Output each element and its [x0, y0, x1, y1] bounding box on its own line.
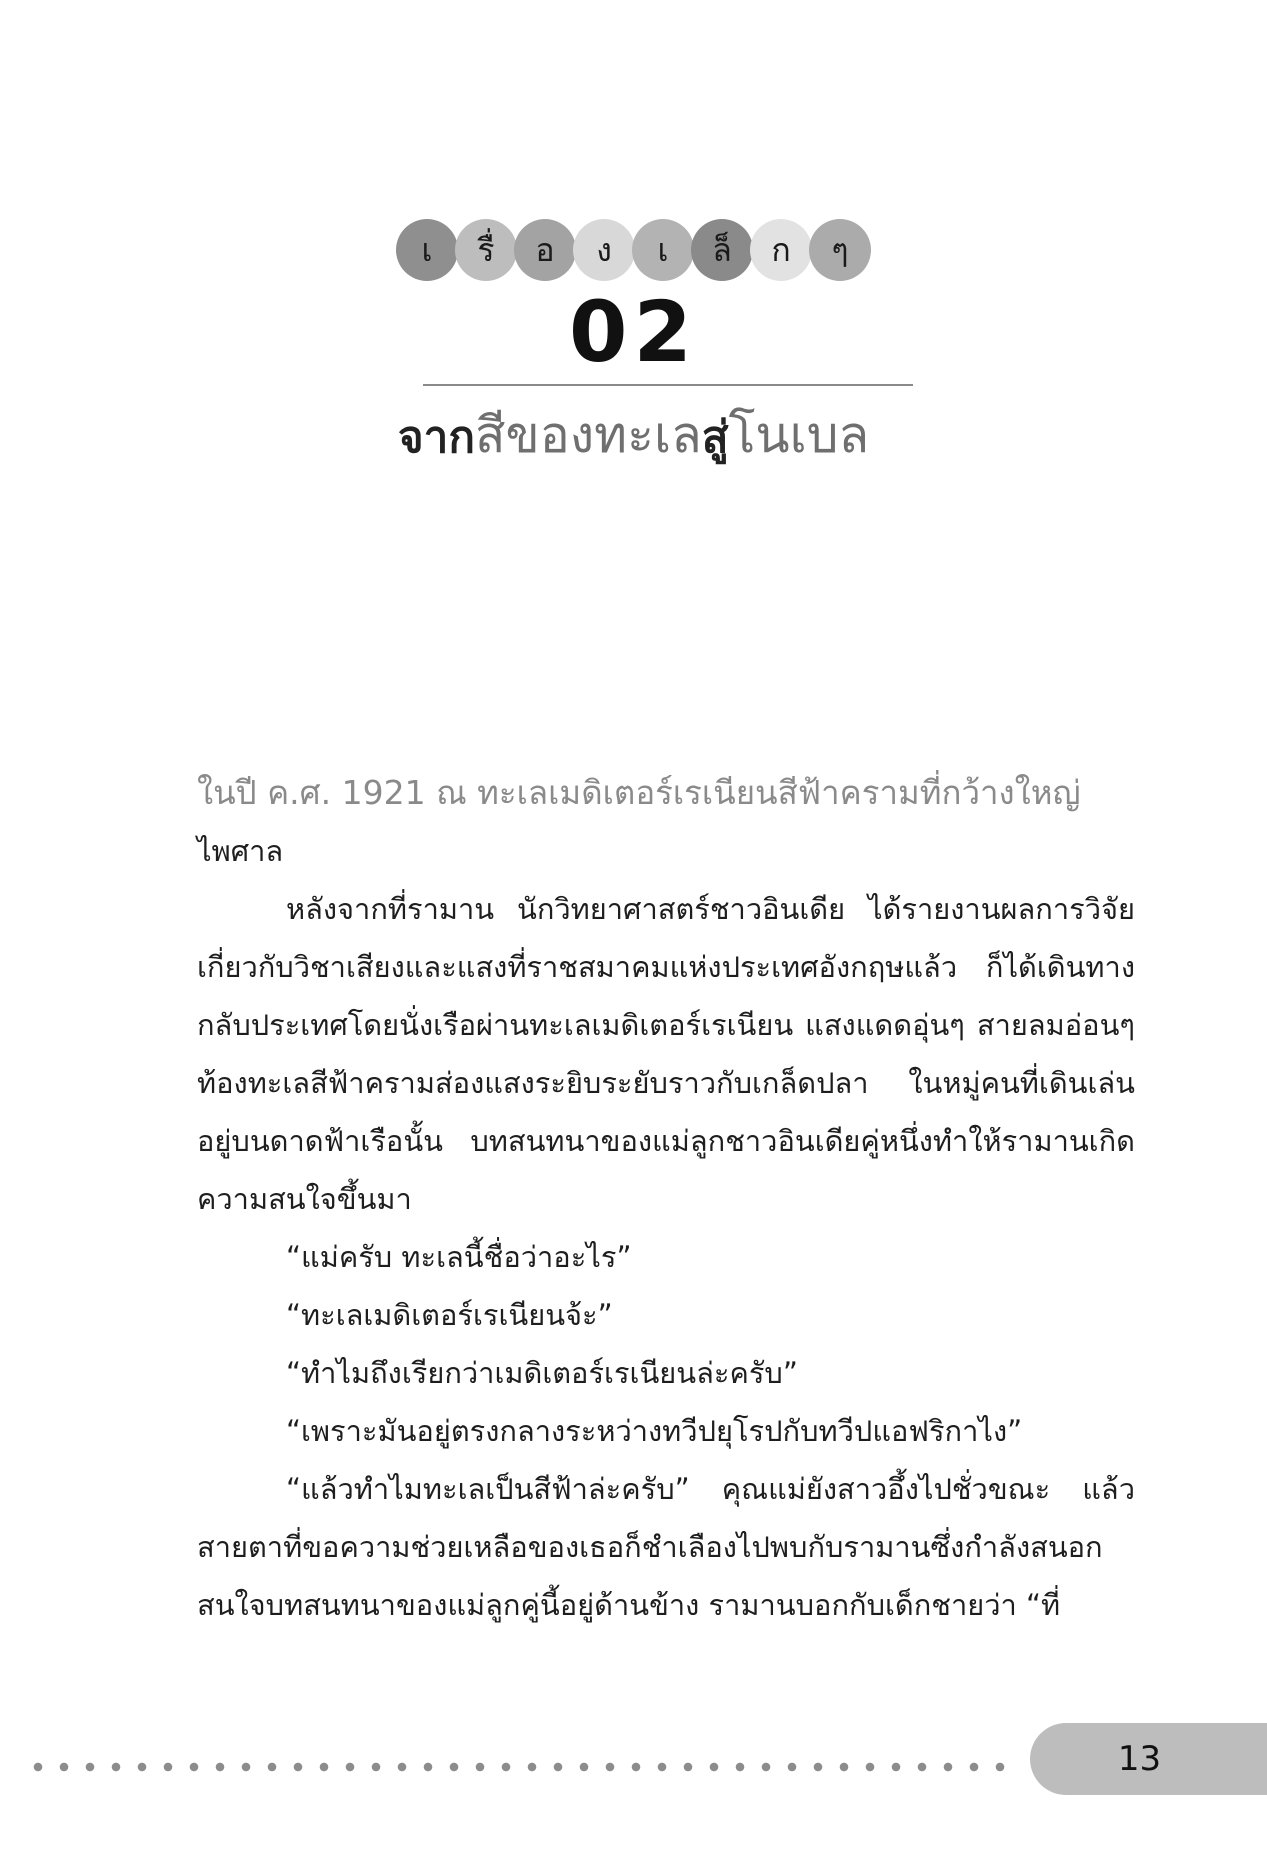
page-number-tab: [1030, 1723, 1267, 1795]
series-letter: เ: [421, 230, 433, 269]
lead-line: ในปี ค.ศ. 1921 ณ ทะเลเมดิเตอร์เรเนียนสีฟ้าครามที่กว้างใหญ่: [197, 773, 1081, 812]
chapter-number: 02: [569, 283, 698, 381]
dialogue-line: “ทำไมถึงเรียกว่าเมดิเตอร์เรเนียนล่ะครับ”: [286, 1356, 798, 1390]
series-letter-circle: [691, 219, 753, 281]
series-letter-circle: [809, 219, 871, 281]
series-letter: ๆ: [831, 230, 849, 269]
chapter-title-part: สู่: [701, 412, 729, 463]
chapter-title-part: สีของทะเล: [475, 406, 702, 464]
lead-continuation: ไพศาล: [197, 834, 284, 868]
series-letter: ก: [771, 230, 791, 269]
series-letter-circle: [455, 219, 517, 281]
series-label: [0, 219, 1267, 281]
series-letter-circle: [396, 219, 458, 281]
chapter-title-part: จาก: [397, 412, 476, 463]
series-letter: ง: [596, 230, 612, 269]
dialogue-line: “เพราะมันอยู่ตรงกลางระหว่างทวีปยุโรปกับทวีปแอฟริกาไง”: [286, 1414, 1023, 1448]
chapter-title-part: โนเบล: [728, 406, 870, 464]
series-letter: รื่: [477, 230, 495, 269]
series-letter: อ: [535, 230, 555, 269]
series-letter: เ: [657, 230, 669, 269]
dialogue-line: “แม่ครับ ทะเลนี้ชื่อว่าอะไร”: [286, 1240, 632, 1274]
paragraph: “แล้วทำไมทะเลเป็นสีฟ้าล่ะครับ” คุณแม่ยังสาวอึ้งไปชั่วขณะ แล้วสายตาที่ขอความช่วยเหลือของเธอก็ชำเลืองไปพบกับรามานซึ่งกำลังสนอกสนใจบทสนทนาของแม่ลูกคู่นี้อยู่ด้านข้าง รามานบอกกับเด็กชายว่า “ที่: [197, 1472, 1135, 1622]
series-letter-circle: [632, 219, 694, 281]
dialogue-line: “ทะเลเมดิเตอร์เรเนียนจ้ะ”: [286, 1298, 613, 1332]
footer-dot-leader: [25, 1760, 1020, 1774]
series-letter-circle: [573, 219, 635, 281]
body-text: [197, 764, 1135, 1634]
chapter-title: [0, 402, 1267, 471]
series-letter-circle: [750, 219, 812, 281]
page-number: 13: [1117, 1739, 1162, 1779]
title-divider: [423, 384, 913, 386]
series-letter: ล็: [712, 230, 732, 269]
series-letter-circle: [514, 219, 576, 281]
paragraph: หลังจากที่รามาน นักวิทยาศาสตร์ชาวอินเดีย ได้รายงานผลการวิจัยเกี่ยวกับวิชาเสียงและแสงที่ราชสมาคมแห่งประเทศอังกฤษแล้ว ก็ได้เดินทางกลับประเทศโดยนั่งเรือผ่านทะเลเมดิเตอร์เรเนียน แสงแดดอุ่นๆ สายลมอ่อนๆ ท้องทะเลสีฟ้าครามส่องแสงระยิบระยับราวกับเกล็ดปลา ในหมู่คนที่เดินเล่นอยู่บนดาดฟ้าเรือนั้น บทสนทนาของแม่ลูกชาวอินเดียคู่หนึ่งทำให้รามานเกิดความสนใจขึ้นมา: [197, 892, 1135, 1216]
